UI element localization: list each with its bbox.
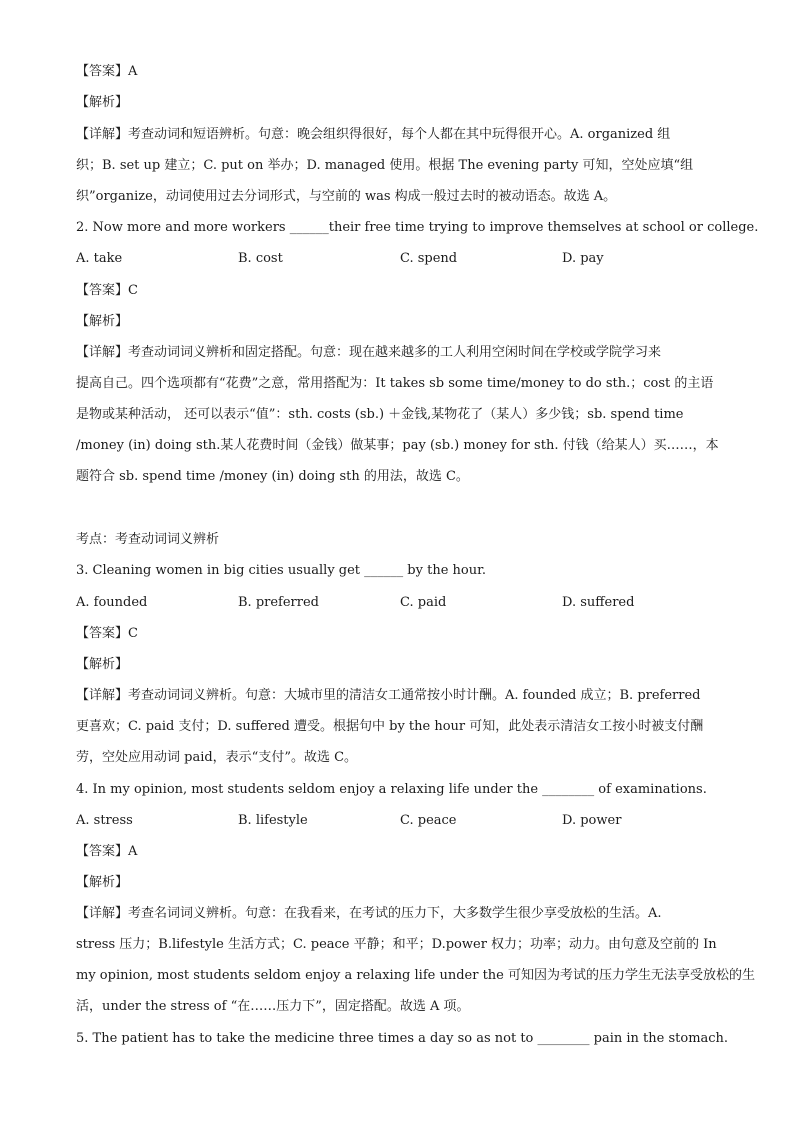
detail-line: 【详解】考查动词和短语辨析。句意：晚会组织得很好，每个人都在其中玩得很开心。A. organized 组 — [76, 127, 671, 142]
answer-label: 【答案】A — [76, 844, 138, 859]
detail-line: stress 压力；B.lifestyle 生活方式；C. peace 平静；和平；D.power 权力；功率；动力。由句意及空前的 In — [76, 937, 717, 952]
analysis-label: 【解析】 — [76, 875, 129, 890]
detail-line: my opinion, most students seldom enjoy a relaxing life under the 可知因为考试的压力学生无法享受放松的生 — [76, 968, 755, 983]
option-b: B. cost — [238, 251, 283, 266]
detail-line: 织；B. set up 建立；C. put on 举办；D. managed 使用。根据 The evening party 可知，空处应填“组 — [76, 158, 694, 173]
question-2: 2. Now more and more workers ______their free time trying to improve themselves at school or college. — [76, 220, 759, 235]
option-d: D. suffered — [562, 595, 635, 610]
option-a: A. founded — [76, 595, 148, 610]
option-a: A. take — [76, 251, 123, 266]
option-b: B. preferred — [238, 595, 319, 610]
analysis-label: 【解析】 — [76, 314, 129, 329]
option-c: C. paid — [400, 595, 447, 610]
detail-line: 题符合 sb. spend time /money (in) doing sth 的用法，故选 C。 — [76, 469, 469, 484]
option-b: B. lifestyle — [238, 813, 308, 828]
option-d: D. pay — [562, 251, 604, 266]
analysis-label: 【解析】 — [76, 95, 129, 110]
detail-line: /money (in) doing sth.某人花费时间（金钱）做某事；pay (sb.) money for sth. 付钱（给某人）买……，本 — [76, 438, 719, 453]
option-a: A. stress — [76, 813, 133, 828]
option-c: C. peace — [400, 813, 457, 828]
option-d: D. power — [562, 813, 622, 828]
question-5: 5. The patient has to take the medicine three times a day so as not to ________ pain in the stomach. — [76, 1031, 729, 1046]
detail-line: 【详解】考查名词词义辨析。句意：在我看来，在考试的压力下，大多数学生很少享受放松的生活。A. — [76, 906, 662, 921]
detail-line: 【详解】考查动词词义辨析。句意：大城市里的清洁女工通常按小时计酬。A. founded 成立；B. preferred — [76, 688, 701, 703]
option-c: C. spend — [400, 251, 458, 266]
detail-line: 劳，空处应用动词 paid，表示“支付”。故选 C。 — [76, 750, 358, 765]
detail-line: 提高自己。四个选项都有“花费”之意，常用搭配为：It takes sb some time/money to do sth.；cost 的主语 — [76, 376, 714, 391]
detail-line: 是物或某种活动， 还可以表示“值”：sth. costs (sb.) ＋金钱,某物花了（某人）多少钱；sb. spend time — [76, 407, 684, 422]
question-4: 4. In my opinion, most students seldom enjoy a relaxing life under the ________ of examinations. — [76, 782, 707, 797]
analysis-label: 【解析】 — [76, 657, 129, 672]
question-3: 3. Cleaning women in big cities usually get ______ by the hour. — [76, 563, 487, 578]
detail-line: 织”organize，动词使用过去分词形式，与空前的 was 构成一般过去时的被动语态。故选 A。 — [76, 189, 617, 204]
answer-label: 【答案】A — [76, 64, 138, 79]
answer-label: 【答案】C — [76, 283, 138, 298]
knowledge-point: 考点：考查动词词义辨析 — [76, 532, 220, 547]
answer-label: 【答案】C — [76, 626, 138, 641]
detail-line: 【详解】考查动词词义辨析和固定搭配。句意：现在越来越多的工人利用空闲时间在学校或学院学习来 — [76, 345, 662, 360]
detail-line: 活，under the stress of “在……压力下”，固定搭配。故选 A 项。 — [76, 999, 470, 1014]
detail-line: 更喜欢；C. paid 支付；D. suffered 遭受。根据句中 by the hour 可知，此处表示清洁女工按小时被支付酬 — [76, 719, 704, 734]
